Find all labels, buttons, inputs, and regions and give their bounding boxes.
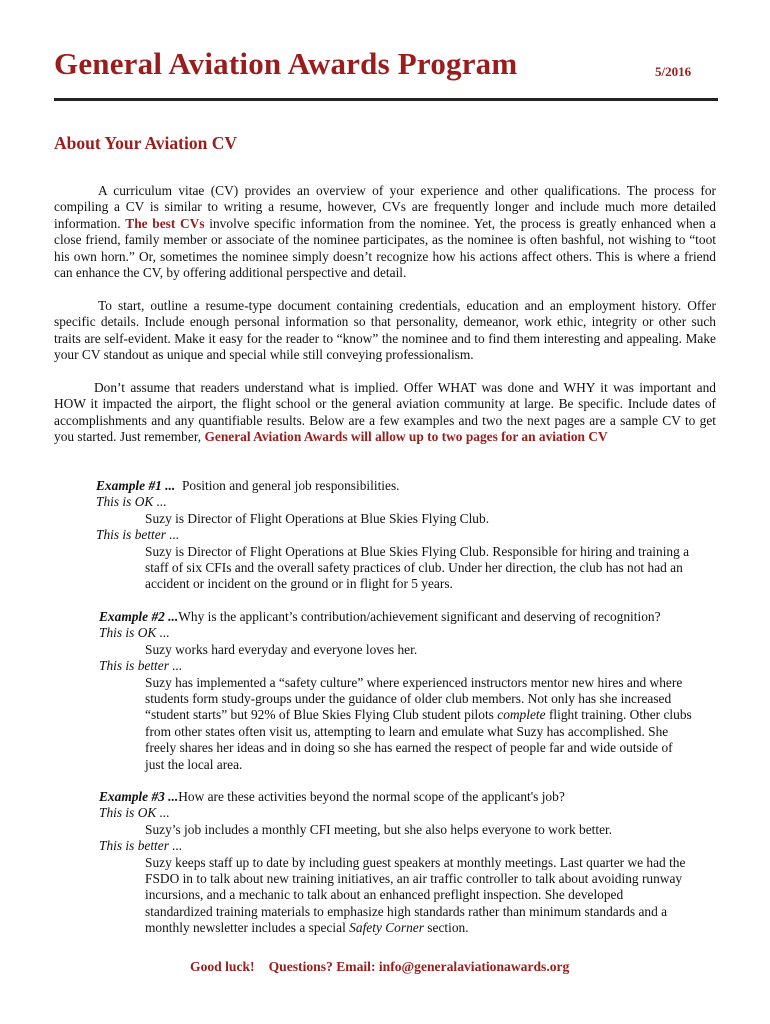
example-3-label: Example #3 ...: [99, 789, 179, 804]
document-date: 5/2016: [655, 64, 692, 79]
example-1-question: Position and general job responsibilities.: [181, 478, 400, 493]
example-2-better-text: [99, 675, 693, 773]
example-2-better-text-b: flight training. Other clubs from other states often visit us, attempting to learn and emulate what Suzy has accomplished. She freely shares her ideas and in doing so she has earned the respect of people far and wide outside of just the local area.: [145, 707, 692, 772]
intro-paragraph: [54, 183, 716, 281]
example-2: [99, 609, 719, 773]
intro-text-a: A curriculum vitae (CV) provides an overview of your experience and other qualifications. The process for compiling a CV is similar to writing a resume, however, CVs are frequently longer and include much more detailed information.: [54, 183, 716, 231]
example-3-better-text-b: section.: [427, 920, 469, 936]
title-divider: [54, 98, 718, 101]
outline-text: To start, outline a resume-type document containing credentials, education and an employment history. Offer specific details. Include enough personal information so that personality, demeanor, work ethic, integrity or other such traits are self-evident. Make it easy for the reader to “know” the nominee and to find them interesting and appealing. Make your CV standout as unique and special while still conveying professionalism.: [54, 298, 716, 363]
example-2-ok-label: This is OK ...: [99, 625, 170, 641]
intro-text-b: involve specific information from the nominee. Yet, the process is greatly enhanced when a close friend, family member or associate of the nominee participates, as the nominee is often bashful, not wishing to “toot his own horn.” Or, sometimes the nominee simply doesn’t recognize how his actions affect others. This is where a friend can enhance the CV, by offering additional perspective and detail.: [54, 215, 716, 281]
example-3-ok-label: This is OK ...: [99, 805, 170, 821]
example-1-label: Example #1 ...: [96, 478, 176, 493]
example-1-ok-text: Suzy is Director of Flight Operations at Blue Skies Flying Club.: [145, 510, 490, 526]
footer-contact: [190, 959, 569, 975]
example-3-better-italic: Safety Corner: [349, 920, 424, 936]
example-2-heading: [99, 609, 719, 625]
specifics-paragraph: [54, 380, 716, 446]
best-cvs-highlight: The best CVs: [125, 215, 205, 231]
section-heading: About Your Aviation CV: [54, 133, 237, 153]
two-page-limit-highlight: General Aviation Awards will allow up to two pages for an aviation CV: [204, 429, 608, 445]
example-1-ok-label: This is OK ...: [96, 494, 167, 510]
example-1-heading: [96, 478, 716, 494]
example-1: [96, 478, 716, 593]
example-2-ok-text: Suzy works hard everyday and everyone loves her.: [145, 641, 418, 657]
questions-email-text: Questions? Email: info@generalaviationawards.org: [268, 959, 570, 974]
document-title: General Aviation Awards Program: [54, 46, 518, 81]
example-3-ok-text: Suzy’s job includes a monthly CFI meeting, but she also helps everyone to work better.: [145, 821, 613, 837]
example-2-question: Why is the applicant’s contribution/achievement significant and deserving of recognition?: [178, 609, 661, 624]
example-2-label: Example #2 ...: [99, 609, 179, 624]
example-3-heading: [99, 789, 719, 805]
specifics-text: Don’t assume that readers understand what is implied. Offer WHAT was done and WHY it was important and HOW it impacted the airport, the flight school or the general aviation community at large. Be specific. Include dates of accomplishments and any quantifiable results. Below are a few examples and two the next pages are a sample CV to get you started. Just remember,: [54, 380, 716, 445]
outline-paragraph: [54, 298, 716, 364]
example-2-better-italic: complete: [497, 707, 546, 723]
good-luck-text: Good luck!: [190, 959, 255, 974]
example-2-better-text-a: Suzy has implemented a “safety culture” where experienced instructors mentor new hires and where students form study-groups under the guidance of older club members. Not only has she increased “student starts” but 92% of Blue Skies Flying Club student pilots: [145, 674, 683, 723]
example-3-better-text: [99, 855, 693, 937]
example-3-question: How are these activities beyond the normal scope of the applicant's job?: [178, 789, 565, 804]
example-3-better-text-a: Suzy keeps staff up to date by including guest speakers at monthly meetings. Last quarter we had the FSDO in to talk about new training initiatives, an air traffic controller to talk about avoiding runway incursions, and a mechanic to talk about an enhanced preflight inspection. She developed standardized training materials to emphasize high standards rather than minimum standards and a monthly newsletter includes a special: [145, 854, 686, 936]
example-2-better-label: This is better ...: [99, 658, 183, 674]
example-3-better-label: This is better ...: [99, 838, 183, 854]
example-3: [99, 789, 719, 937]
example-1-better-label: This is better ...: [96, 527, 180, 543]
example-1-better-text: Suzy is Director of Flight Operations at Blue Skies Flying Club. Responsible for hiring and training a staff of six CFIs and the overall safety practices of club. Under her direction, the club has not had an accident or incident on the ground or in flight for 5 years.: [145, 543, 690, 592]
